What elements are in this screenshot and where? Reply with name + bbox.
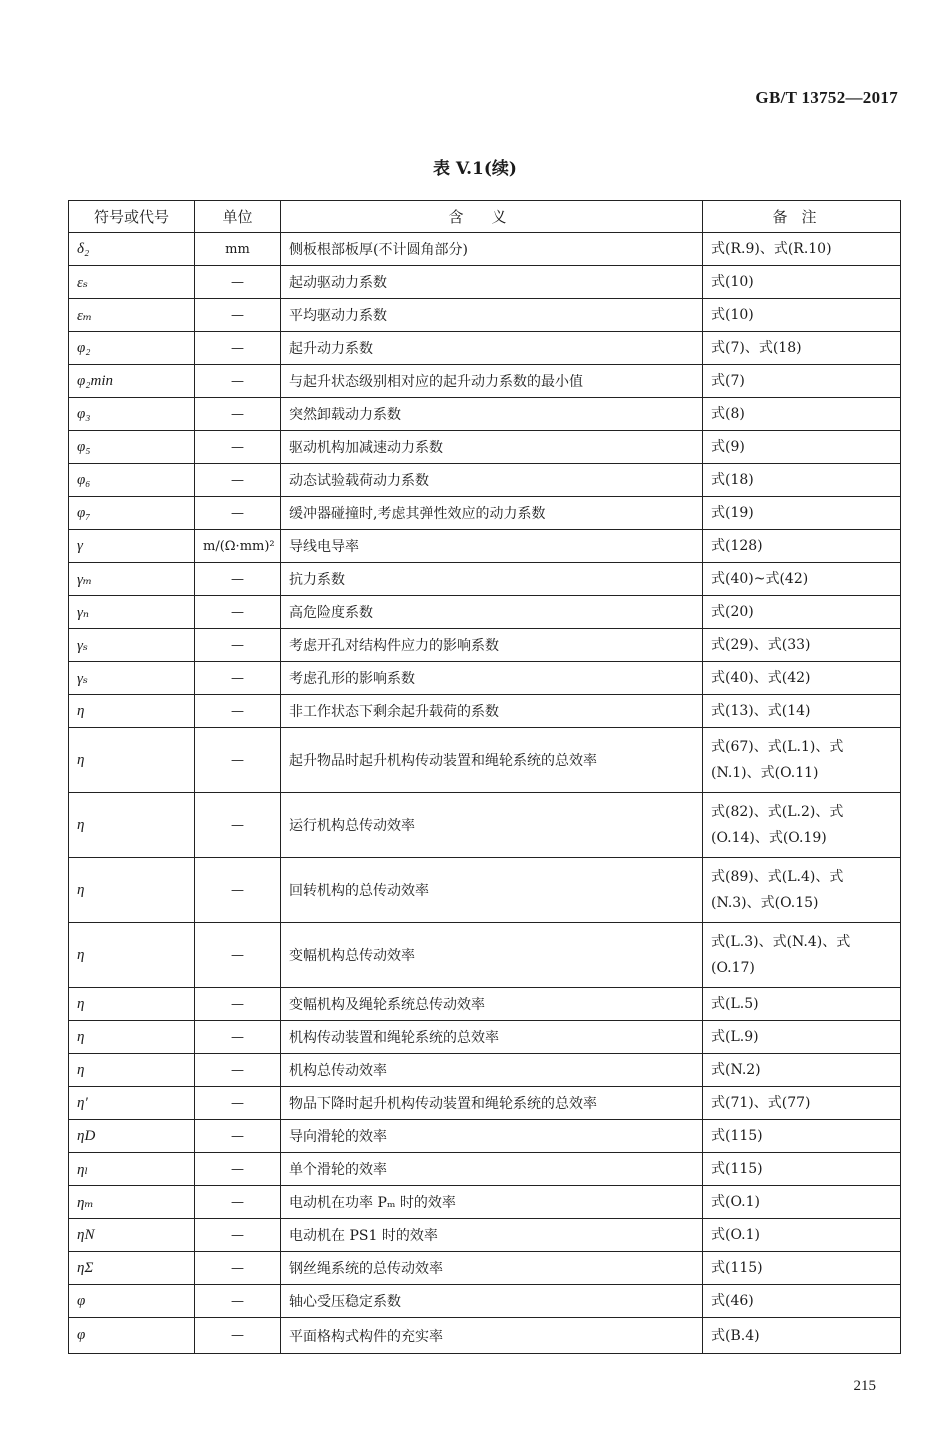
- symbol-cell: γₛ: [69, 629, 195, 662]
- symbol-cell: φ: [69, 1318, 195, 1354]
- note-cell: 式(8): [703, 398, 901, 431]
- note-cell: 式(B.4): [703, 1318, 901, 1354]
- table-header-row: [69, 201, 901, 233]
- unit-cell: —: [195, 1021, 281, 1054]
- meaning-cell: 轴心受压稳定系数: [281, 1285, 703, 1318]
- symbol-cell: εₘ: [69, 299, 195, 332]
- note-cell: 式(10): [703, 266, 901, 299]
- meaning-cell: 钢丝绳系统的总传动效率: [281, 1252, 703, 1285]
- symbol-cell: η: [69, 923, 195, 988]
- table-title: 表 V.1(续): [433, 159, 517, 179]
- meaning-cell: 电动机在 PS1 时的效率: [281, 1219, 703, 1252]
- symbol-cell: γₘ: [69, 563, 195, 596]
- table-row: [69, 497, 901, 530]
- note-cell: 式(N.2): [703, 1054, 901, 1087]
- unit-cell: —: [195, 793, 281, 858]
- page-number: 215: [853, 1378, 876, 1394]
- table-row: [69, 923, 901, 988]
- note-cell: 式(40)、式(42): [703, 662, 901, 695]
- meaning-cell: 与起升状态级别相对应的起升动力系数的最小值: [281, 365, 703, 398]
- meaning-cell: 变幅机构及绳轮系统总传动效率: [281, 988, 703, 1021]
- unit-cell: —: [195, 858, 281, 923]
- note-cell: 式(46): [703, 1285, 901, 1318]
- meaning-cell: 机构传动装置和绳轮系统的总效率: [281, 1021, 703, 1054]
- table-row: [69, 1021, 901, 1054]
- note-cell: 式(115): [703, 1153, 901, 1186]
- table-row: [69, 233, 901, 266]
- unit-cell: —: [195, 1087, 281, 1120]
- meaning-cell: 起升动力系数: [281, 332, 703, 365]
- meaning-cell: 物品下降时起升机构传动装置和绳轮系统的总效率: [281, 1087, 703, 1120]
- unit-cell: —: [195, 266, 281, 299]
- meaning-cell: 机构总传动效率: [281, 1054, 703, 1087]
- symbol-cell: η: [69, 728, 195, 793]
- note-cell: 式(L.3)、式(N.4)、式(O.17): [703, 923, 901, 988]
- table-row: [69, 332, 901, 365]
- unit-cell: —: [195, 431, 281, 464]
- note-cell: 式(115): [703, 1252, 901, 1285]
- table-row: [69, 431, 901, 464]
- unit-cell: —: [195, 1054, 281, 1087]
- meaning-cell: 导向滑轮的效率: [281, 1120, 703, 1153]
- column-header-note: 备注: [703, 201, 901, 233]
- unit-cell: —: [195, 563, 281, 596]
- unit-cell: —: [195, 728, 281, 793]
- meaning-cell: 起升物品时起升机构传动装置和绳轮系统的总效率: [281, 728, 703, 793]
- column-header-symbol: 符号或代号: [69, 201, 195, 233]
- meaning-cell: 抗力系数: [281, 563, 703, 596]
- symbol-cell: φ₆: [69, 464, 195, 497]
- note-cell: 式(29)、式(33): [703, 629, 901, 662]
- note-cell: 式(19): [703, 497, 901, 530]
- unit-cell: mm: [195, 233, 281, 266]
- table-row: [69, 1054, 901, 1087]
- unit-cell: —: [195, 1318, 281, 1354]
- unit-cell: —: [195, 365, 281, 398]
- symbols-table: [68, 200, 901, 1354]
- symbol-cell: φ₂: [69, 332, 195, 365]
- table-row: [69, 858, 901, 923]
- table-row: [69, 596, 901, 629]
- symbol-cell: ηΣ: [69, 1252, 195, 1285]
- note-cell: 式(L.5): [703, 988, 901, 1021]
- symbol-cell: η: [69, 858, 195, 923]
- table-row: [69, 1120, 901, 1153]
- symbol-cell: δ₂: [69, 233, 195, 266]
- table-row: [69, 266, 901, 299]
- unit-cell: m/(Ω·mm)²: [195, 530, 281, 563]
- unit-cell: —: [195, 923, 281, 988]
- unit-cell: —: [195, 1285, 281, 1318]
- column-header-meaning: 含义: [281, 201, 703, 233]
- meaning-cell: 起动驱动力系数: [281, 266, 703, 299]
- note-cell: 式(89)、式(L.4)、式(N.3)、式(O.15): [703, 858, 901, 923]
- note-cell: 式(20): [703, 596, 901, 629]
- table-row: [69, 299, 901, 332]
- note-cell: 式(O.1): [703, 1219, 901, 1252]
- meaning-cell: 驱动机构加减速动力系数: [281, 431, 703, 464]
- table-row: [69, 988, 901, 1021]
- unit-cell: —: [195, 1153, 281, 1186]
- note-cell: 式(128): [703, 530, 901, 563]
- table-body: [69, 233, 901, 1354]
- meaning-cell: 单个滑轮的效率: [281, 1153, 703, 1186]
- unit-cell: —: [195, 1219, 281, 1252]
- table-row: [69, 1186, 901, 1219]
- column-header-unit: 单位: [195, 201, 281, 233]
- symbol-cell: εₛ: [69, 266, 195, 299]
- symbol-cell: φ₂min: [69, 365, 195, 398]
- meaning-cell: 考虑开孔对结构件应力的影响系数: [281, 629, 703, 662]
- table-row: [69, 793, 901, 858]
- meaning-cell: 高危险度系数: [281, 596, 703, 629]
- unit-cell: —: [195, 1252, 281, 1285]
- symbol-cell: φ: [69, 1285, 195, 1318]
- unit-cell: —: [195, 695, 281, 728]
- table-row: [69, 1252, 901, 1285]
- meaning-cell: 运行机构总传动效率: [281, 793, 703, 858]
- note-cell: 式(40)~式(42): [703, 563, 901, 596]
- note-cell: 式(82)、式(L.2)、式(O.14)、式(O.19): [703, 793, 901, 858]
- unit-cell: —: [195, 988, 281, 1021]
- symbol-cell: ηₘ: [69, 1186, 195, 1219]
- meaning-cell: 平面格构式构件的充实率: [281, 1318, 703, 1354]
- note-cell: 式(R.9)、式(R.10): [703, 233, 901, 266]
- note-cell: 式(7): [703, 365, 901, 398]
- symbol-cell: γₙ: [69, 596, 195, 629]
- standard-number: GB/T 13752—2017: [755, 88, 898, 107]
- table-row: [69, 629, 901, 662]
- table-row: [69, 695, 901, 728]
- unit-cell: —: [195, 299, 281, 332]
- meaning-cell: 非工作状态下剩余起升载荷的系数: [281, 695, 703, 728]
- table-row: [69, 1087, 901, 1120]
- note-cell: 式(O.1): [703, 1186, 901, 1219]
- table-row: [69, 728, 901, 793]
- symbol-cell: η: [69, 793, 195, 858]
- unit-cell: —: [195, 398, 281, 431]
- table-row: [69, 398, 901, 431]
- meaning-cell: 突然卸载动力系数: [281, 398, 703, 431]
- symbol-cell: γₛ: [69, 662, 195, 695]
- meaning-cell: 考虑孔形的影响系数: [281, 662, 703, 695]
- table-row: [69, 1318, 901, 1354]
- unit-cell: —: [195, 497, 281, 530]
- meaning-cell: 电动机在功率 Pₘ 时的效率: [281, 1186, 703, 1219]
- meaning-cell: 动态试验载荷动力系数: [281, 464, 703, 497]
- symbol-cell: η: [69, 988, 195, 1021]
- table-row: [69, 1285, 901, 1318]
- symbol-cell: η: [69, 1054, 195, 1087]
- note-cell: 式(18): [703, 464, 901, 497]
- note-cell: 式(7)、式(18): [703, 332, 901, 365]
- note-cell: 式(67)、式(L.1)、式(N.1)、式(O.11): [703, 728, 901, 793]
- symbol-cell: ηD: [69, 1120, 195, 1153]
- meaning-cell: 缓冲器碰撞时,考虑其弹性效应的动力系数: [281, 497, 703, 530]
- unit-cell: —: [195, 629, 281, 662]
- symbol-cell: η′: [69, 1087, 195, 1120]
- note-cell: 式(10): [703, 299, 901, 332]
- table-row: [69, 1153, 901, 1186]
- table-row: [69, 563, 901, 596]
- symbol-cell: η: [69, 1021, 195, 1054]
- table-row: [69, 662, 901, 695]
- meaning-cell: 导线电导率: [281, 530, 703, 563]
- symbol-cell: φ₃: [69, 398, 195, 431]
- table-row: [69, 530, 901, 563]
- symbol-cell: φ₇: [69, 497, 195, 530]
- note-cell: 式(115): [703, 1120, 901, 1153]
- symbol-cell: η: [69, 695, 195, 728]
- unit-cell: —: [195, 464, 281, 497]
- note-cell: 式(L.9): [703, 1021, 901, 1054]
- symbol-cell: γ: [69, 530, 195, 563]
- table-row: [69, 365, 901, 398]
- meaning-cell: 平均驱动力系数: [281, 299, 703, 332]
- note-cell: 式(9): [703, 431, 901, 464]
- meaning-cell: 变幅机构总传动效率: [281, 923, 703, 988]
- symbol-cell: φ₅: [69, 431, 195, 464]
- table-row: [69, 464, 901, 497]
- unit-cell: —: [195, 596, 281, 629]
- note-cell: 式(71)、式(77): [703, 1087, 901, 1120]
- symbol-cell: ηₗ: [69, 1153, 195, 1186]
- unit-cell: —: [195, 332, 281, 365]
- unit-cell: —: [195, 1120, 281, 1153]
- symbol-cell: ηN: [69, 1219, 195, 1252]
- table-row: [69, 1219, 901, 1252]
- unit-cell: —: [195, 662, 281, 695]
- note-cell: 式(13)、式(14): [703, 695, 901, 728]
- meaning-cell: 侧板根部板厚(不计圆角部分): [281, 233, 703, 266]
- meaning-cell: 回转机构的总传动效率: [281, 858, 703, 923]
- unit-cell: —: [195, 1186, 281, 1219]
